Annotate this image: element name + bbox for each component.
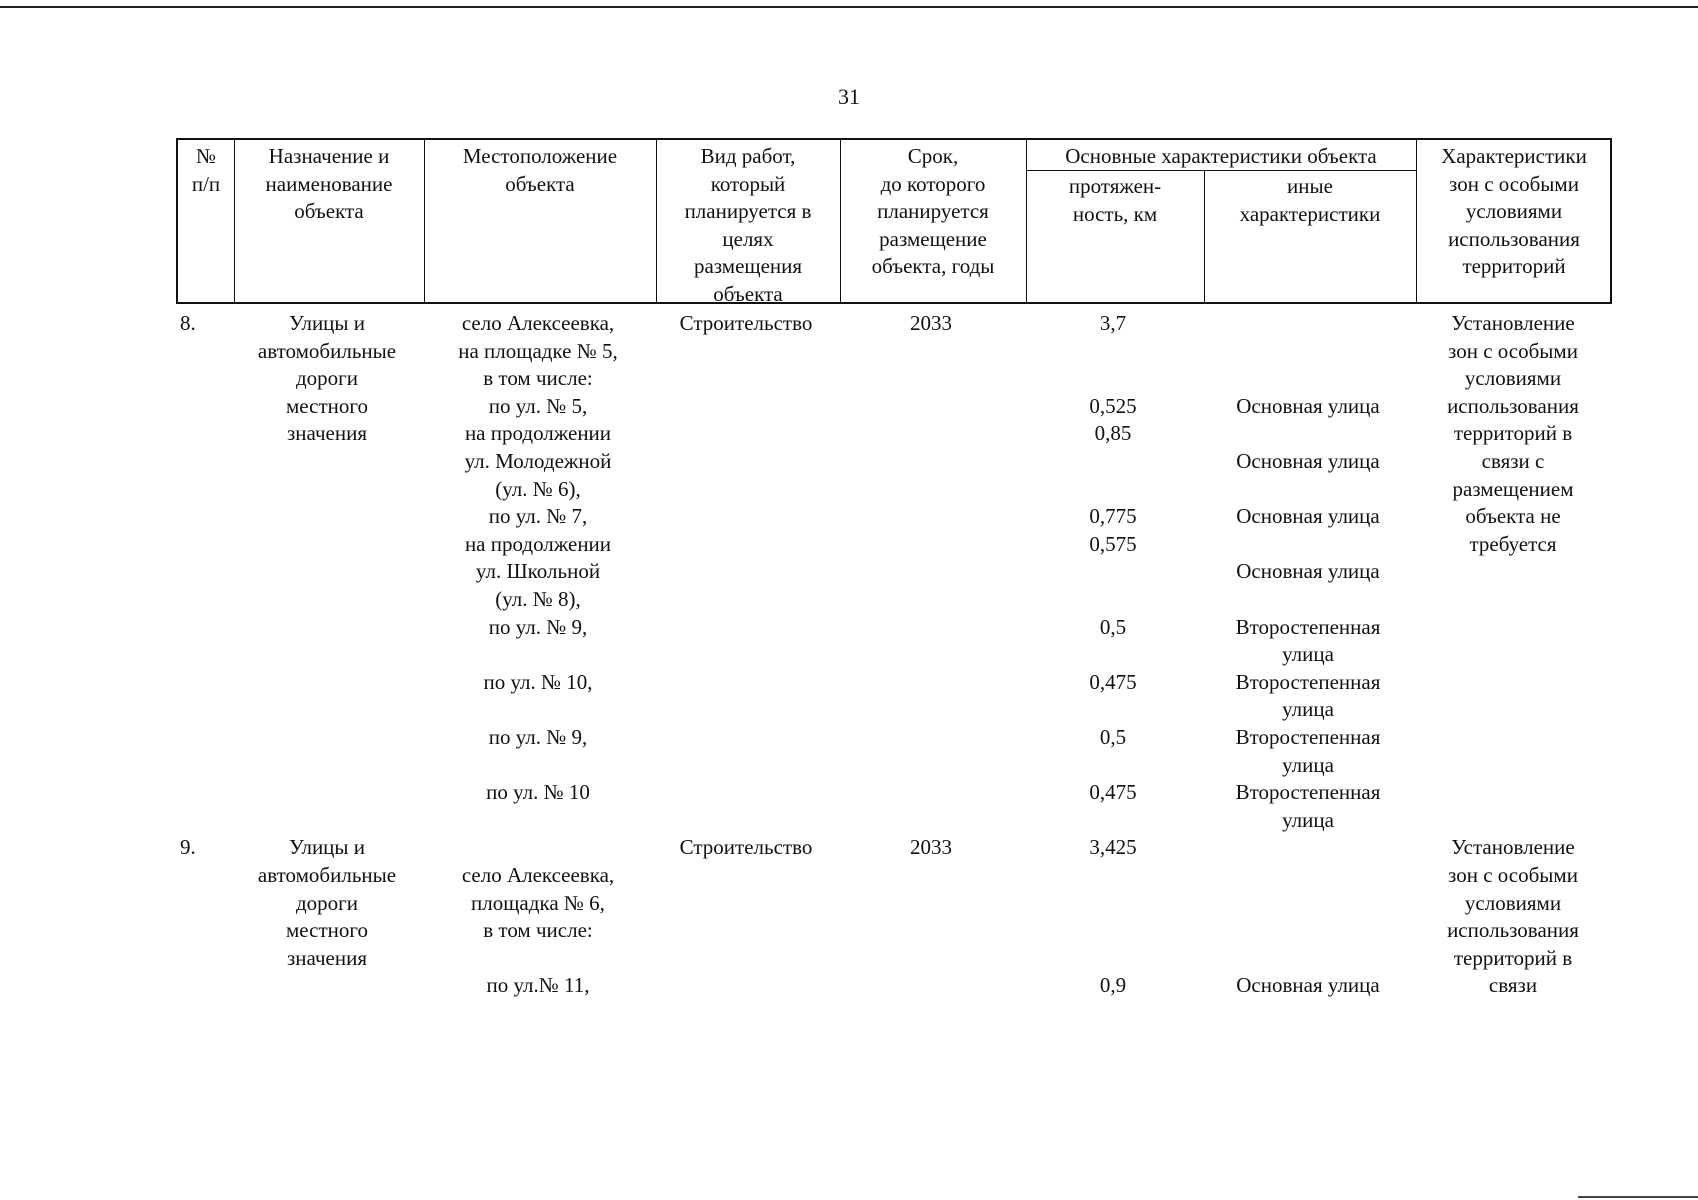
cell-other: улица — [1282, 752, 1334, 777]
header-term — [840, 140, 1026, 302]
table-text-line — [176, 476, 1612, 504]
cell-other: Второстепенная — [1235, 780, 1381, 805]
cell-zones: использования — [1447, 393, 1579, 418]
header-other-line: иные — [1287, 174, 1333, 198]
table-text-line — [176, 393, 1612, 421]
cell-zones: зон с особыми — [1448, 338, 1578, 363]
cell-other: Основная улица — [1236, 449, 1380, 473]
table-text-line — [176, 503, 1612, 531]
cell-zones: Установление — [1451, 835, 1575, 860]
page-number: 31 — [838, 84, 860, 109]
table-text-line — [176, 807, 1612, 835]
header-main-characteristics: Основные характеристики объекта — [1065, 144, 1377, 168]
cell-location: (ул. № 6), — [495, 476, 581, 501]
cell-location: (ул. № 8), — [495, 587, 581, 611]
header-name-line: объекта — [294, 199, 364, 224]
cell-other: улица — [1282, 807, 1334, 832]
header-zones-line: зон с особыми — [1449, 171, 1579, 196]
cell-length: 0,775 — [1089, 504, 1137, 529]
header-other-characteristics — [1204, 170, 1416, 302]
table-header — [176, 138, 1612, 304]
objects-table — [176, 138, 1612, 1004]
header-zones-line: Характеристики — [1441, 144, 1587, 168]
cell-work-type: Строительство — [679, 311, 813, 335]
header-term-line: Срок, — [907, 144, 959, 168]
cell-zones: условиями — [1464, 890, 1562, 915]
cell-zones: территорий в — [1453, 421, 1573, 446]
header-other-line: характеристики — [1239, 201, 1381, 226]
cell-length: 0,9 — [1099, 973, 1127, 998]
header-location-line: Местоположение — [462, 144, 618, 168]
cell-name: дороги — [295, 366, 359, 391]
header-zones-line: территорий — [1462, 254, 1566, 279]
header-num-line: п/п — [191, 171, 221, 196]
cell-work-type: Строительство — [679, 835, 813, 860]
table-body — [176, 304, 1612, 1004]
cell-length: 0,475 — [1089, 669, 1137, 694]
table-text-line — [176, 448, 1612, 476]
header-location — [424, 140, 656, 302]
header-length-line: ность, км — [1072, 201, 1158, 226]
cell-length: 3,7 — [1099, 311, 1127, 335]
header-term-line: до которого — [880, 171, 986, 196]
cell-location: ул. Школьной — [475, 559, 601, 584]
header-term-line: объекта, годы — [871, 254, 995, 279]
cell-term: 2033 — [910, 835, 952, 860]
header-num — [178, 140, 234, 302]
cell-length: 0,85 — [1094, 421, 1132, 446]
cell-other: Основная улица — [1236, 973, 1380, 998]
cell-location: по ул.№ 11, — [486, 973, 590, 998]
cell-zones: размещением — [1452, 476, 1574, 501]
cell-location: в том числе: — [483, 366, 593, 391]
table-text-line — [176, 586, 1612, 614]
cell-name: дороги — [295, 890, 359, 915]
cell-num: 8. — [180, 311, 196, 335]
scan-border-bottom — [1578, 1196, 1698, 1198]
header-work-type-line: объекта — [713, 281, 783, 306]
cell-length: 0,475 — [1089, 780, 1137, 805]
cell-other: Основная улица — [1236, 393, 1380, 418]
table-text-line — [176, 310, 1612, 338]
header-work-type — [656, 140, 840, 306]
cell-name: Улицы и — [288, 835, 366, 860]
cell-location: по ул. № 10 — [486, 780, 590, 805]
table-text-line — [176, 972, 1612, 1000]
header-work-type-line: планируется в — [684, 199, 812, 224]
header-name-line: наименование — [265, 171, 393, 196]
header-name — [234, 140, 424, 302]
cell-zones: использования — [1447, 918, 1579, 943]
cell-other: Основная улица — [1236, 559, 1380, 584]
cell-term: 2033 — [910, 311, 952, 335]
table-text-line — [176, 834, 1612, 862]
cell-zones: требуется — [1469, 531, 1557, 556]
cell-name: значения — [286, 945, 368, 970]
cell-name: местного — [286, 918, 368, 943]
cell-location: по ул. № 7, — [488, 504, 588, 529]
cell-other: Второстепенная — [1235, 725, 1381, 749]
table-text-line — [176, 890, 1612, 918]
cell-name: значения — [286, 421, 368, 446]
cell-name: Улицы и — [288, 311, 366, 335]
cell-name: автомобильные — [257, 863, 397, 887]
cell-other: Второстепенная — [1235, 669, 1381, 694]
table-text-line — [176, 945, 1612, 973]
cell-length: 3,425 — [1089, 835, 1137, 860]
table-text-line — [176, 614, 1612, 642]
table-text-line — [176, 420, 1612, 448]
table-text-line — [176, 338, 1612, 366]
cell-location: по ул. № 9, — [488, 725, 588, 749]
cell-location: по ул. № 5, — [488, 393, 588, 418]
cell-location: на продолжении — [464, 531, 612, 556]
header-num-line: № — [195, 144, 217, 168]
cell-location: площадка № 6, — [471, 890, 605, 915]
cell-location: по ул. № 9, — [488, 614, 588, 639]
table-text-line — [176, 641, 1612, 669]
cell-name: автомобильные — [257, 338, 397, 363]
header-length — [1026, 170, 1204, 302]
cell-location: на площадке № 5, — [458, 338, 618, 363]
cell-location: ул. Молодежной — [464, 449, 612, 473]
header-zones — [1416, 140, 1612, 302]
cell-other: Основная улица — [1236, 504, 1380, 529]
cell-location: село Алексеевка, — [461, 311, 615, 335]
cell-location: на продолжении — [464, 421, 612, 446]
cell-other: улица — [1282, 697, 1334, 722]
header-name-line: Назначение и — [268, 144, 390, 168]
table-text-line — [176, 862, 1612, 890]
cell-other: Второстепенная — [1235, 614, 1381, 639]
cell-length: 0,575 — [1089, 531, 1137, 556]
table-text-line — [176, 917, 1612, 945]
table-text-line — [176, 752, 1612, 780]
header-term-line: планируется — [877, 199, 989, 224]
cell-zones: Установление — [1451, 311, 1575, 335]
cell-zones: связи с — [1481, 449, 1545, 473]
cell-length: 0,5 — [1099, 725, 1127, 749]
table-text-line — [176, 724, 1612, 752]
scan-border-top — [0, 6, 1698, 8]
header-location-line: объекта — [505, 171, 575, 196]
table-text-line — [176, 365, 1612, 393]
table-text-line — [176, 669, 1612, 697]
cell-zones: объекта не — [1465, 504, 1561, 529]
header-work-type-line: размещения — [693, 254, 803, 279]
cell-num: 9. — [180, 835, 196, 860]
table-text-line — [176, 558, 1612, 586]
cell-name: местного — [286, 393, 368, 418]
table-text-line — [176, 779, 1612, 807]
cell-location: в том числе: — [483, 918, 593, 943]
cell-other: улица — [1282, 642, 1334, 667]
header-work-type-line: Вид работ, — [700, 144, 796, 168]
cell-location: село Алексеевка, — [461, 863, 615, 887]
header-length-line: протяжен- — [1068, 174, 1162, 198]
cell-location: по ул. № 10, — [483, 669, 593, 694]
cell-length: 0,5 — [1099, 614, 1127, 639]
table-text-line — [176, 531, 1612, 559]
header-zones-line: использования — [1448, 226, 1580, 251]
cell-length: 0,525 — [1089, 393, 1137, 418]
cell-zones: связи — [1488, 973, 1538, 998]
header-term-line: размещение — [879, 226, 987, 251]
header-work-type-line: который — [710, 171, 786, 196]
header-work-type-line: целях — [722, 226, 774, 251]
cell-zones: территорий в — [1453, 945, 1573, 970]
cell-zones: условиями — [1464, 366, 1562, 391]
header-zones-line: условиями — [1465, 199, 1563, 224]
cell-zones: зон с особыми — [1448, 863, 1578, 887]
table-text-line — [176, 696, 1612, 724]
